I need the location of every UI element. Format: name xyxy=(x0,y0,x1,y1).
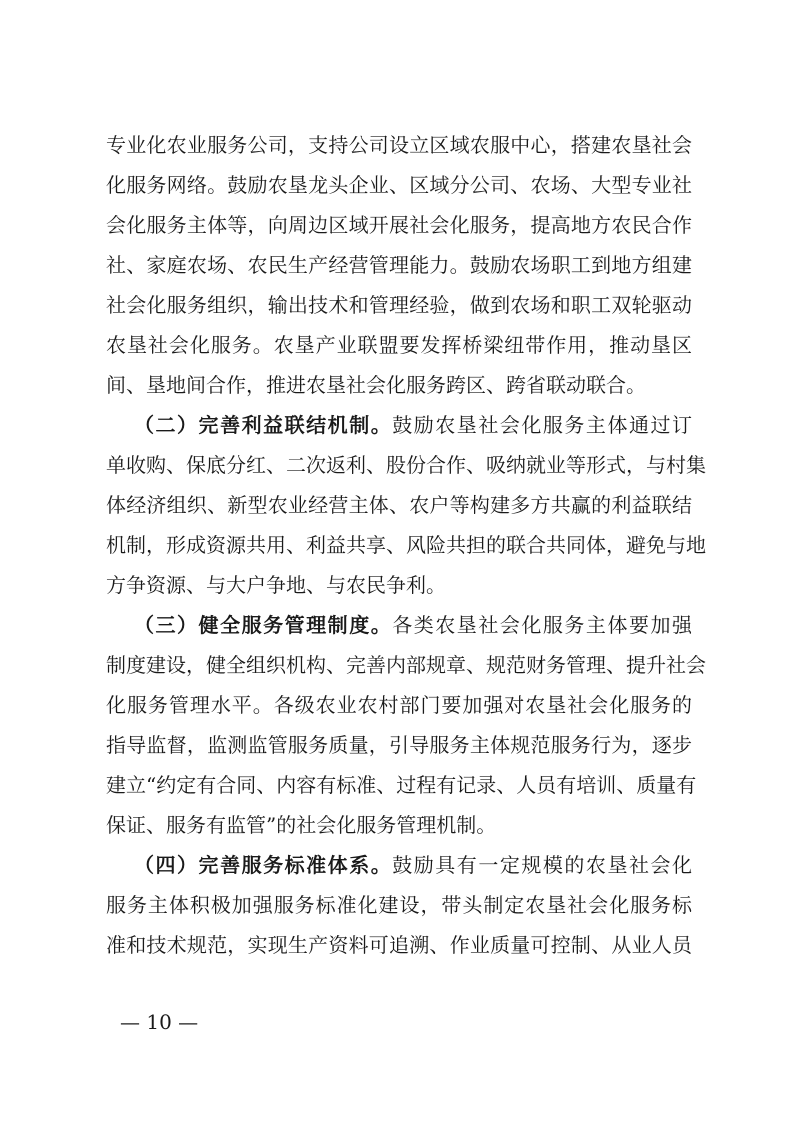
paragraph-line: 间、垦地间合作，推进农垦社会化服务跨区、跨省联动联合。 xyxy=(106,373,646,397)
section-first-line xyxy=(106,845,692,885)
paragraph-line: 方争资源、与大户争地、与农民争利。 xyxy=(106,573,446,597)
section-first-line xyxy=(106,405,692,445)
paragraph-line: 化服务网络。鼓励农垦龙头企业、区域分公司、农场、大型专业社 xyxy=(106,173,692,197)
paragraph-line: 体经济组织、新型农业经营主体、农户等构建多方共赢的利益联结 xyxy=(106,493,692,517)
paragraph-line: 社会化服务组织，输出技术和管理经验，做到农场和职工双轮驱动 xyxy=(106,293,692,317)
paragraph-line: 建立“约定有合同、内容有标准、过程有记录、人员有培训、质量有 xyxy=(106,773,697,797)
paragraph-line: 农垦社会化服务。农垦产业联盟要发挥桥梁纽带作用，推动垦区 xyxy=(106,333,692,357)
paragraph-line: 社、家庭农场、农民生产经营管理能力。鼓励农场职工到地方组建 xyxy=(106,253,692,277)
document-body xyxy=(106,125,706,965)
paragraph-line: 化服务管理水平。各级农业农村部门要加强对农垦社会化服务的 xyxy=(106,693,692,717)
paragraph-line: 专业化农业服务公司，支持公司设立区域农服中心，搭建农垦社会 xyxy=(106,133,692,157)
paragraph-line: 会化服务主体等，向周边区域开展社会化服务，提高地方农民合作 xyxy=(106,213,692,237)
section-text: 鼓励农垦社会化服务主体通过订 xyxy=(392,413,693,437)
paragraph-line: 制度建设，健全组织机构、完善内部规章、规范财务管理、提升社会 xyxy=(106,653,706,677)
paragraph-line: 单收购、保底分红、二次返利、股份合作、吸纳就业等形式，与村集 xyxy=(106,453,706,477)
paragraph-line: 保证、服务有监管”的社会化服务管理机制。 xyxy=(106,813,497,837)
paragraph-line: 准和技术规范，实现生产资料可追溯、作业质量可控制、从业人员 xyxy=(106,933,692,957)
paragraph-line: 指导监督，监测监管服务质量，引导服务主体规范服务行为，逐步 xyxy=(106,733,692,757)
page-number: — 10 — xyxy=(120,1010,199,1034)
section-first-line xyxy=(106,605,692,645)
section-heading: （三）健全服务管理制度。 xyxy=(134,613,393,637)
section-text: 鼓励具有一定规模的农垦社会化 xyxy=(392,853,693,877)
section-heading: （二）完善利益联结机制。 xyxy=(134,413,393,437)
paragraph-line: 服务主体积极加强服务标准化建设，带头制定农垦社会化服务标 xyxy=(106,893,692,917)
section-heading: （四）完善服务标准体系。 xyxy=(134,853,393,877)
section-text: 各类农垦社会化服务主体要加强 xyxy=(392,613,693,637)
paragraph-line: 机制，形成资源共用、利益共享、风险共担的联合共同体，避免与地 xyxy=(106,533,706,557)
